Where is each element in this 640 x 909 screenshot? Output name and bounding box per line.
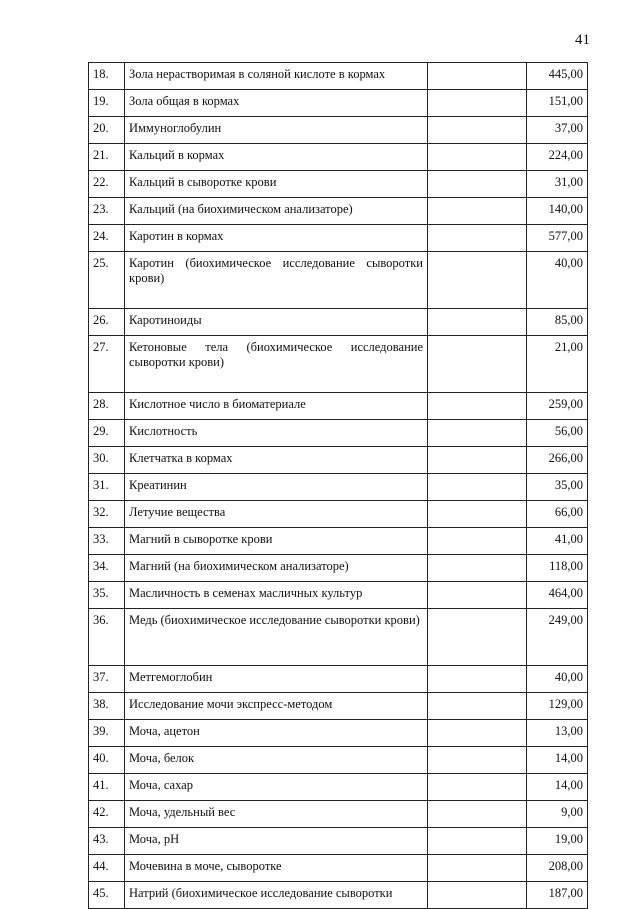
row-name: Метгемоглобин <box>125 666 428 693</box>
row-number: 26. <box>89 309 125 336</box>
row-number: 27. <box>89 336 125 393</box>
table-row <box>89 474 588 501</box>
table-row <box>89 528 588 555</box>
row-name: Каротин (биохимическое исследование сыворотки крови) <box>125 252 428 309</box>
row-empty-cell <box>428 117 527 144</box>
table-row <box>89 855 588 882</box>
row-number: 44. <box>89 855 125 882</box>
row-price: 41,00 <box>527 528 588 555</box>
row-empty-cell <box>428 828 527 855</box>
row-number: 24. <box>89 225 125 252</box>
row-empty-cell <box>428 609 527 666</box>
row-price: 208,00 <box>527 855 588 882</box>
row-empty-cell <box>428 720 527 747</box>
row-name: Каротиноиды <box>125 309 428 336</box>
row-name: Клетчатка в кормах <box>125 447 428 474</box>
table-row <box>89 801 588 828</box>
row-number: 36. <box>89 609 125 666</box>
row-number: 41. <box>89 774 125 801</box>
row-number: 18. <box>89 63 125 90</box>
row-number: 38. <box>89 693 125 720</box>
row-number: 34. <box>89 555 125 582</box>
table-row <box>89 393 588 420</box>
row-number: 39. <box>89 720 125 747</box>
row-empty-cell <box>428 198 527 225</box>
row-empty-cell <box>428 582 527 609</box>
row-name: Каротин в кормах <box>125 225 428 252</box>
table-row <box>89 198 588 225</box>
table-row <box>89 666 588 693</box>
row-number: 31. <box>89 474 125 501</box>
row-empty-cell <box>428 555 527 582</box>
row-number: 22. <box>89 171 125 198</box>
row-price: 187,00 <box>527 882 588 909</box>
row-number: 40. <box>89 747 125 774</box>
row-price: 464,00 <box>527 582 588 609</box>
row-number: 32. <box>89 501 125 528</box>
table-row <box>89 720 588 747</box>
row-name: Летучие вещества <box>125 501 428 528</box>
row-empty-cell <box>428 171 527 198</box>
table-row <box>89 582 588 609</box>
table-row <box>89 882 588 909</box>
row-number: 19. <box>89 90 125 117</box>
table-row <box>89 225 588 252</box>
table-row <box>89 117 588 144</box>
row-price: 140,00 <box>527 198 588 225</box>
row-empty-cell <box>428 309 527 336</box>
row-number: 20. <box>89 117 125 144</box>
row-empty-cell <box>428 252 527 309</box>
row-price: 19,00 <box>527 828 588 855</box>
row-name: Кетоновые тела (биохимическое исследование сыворотки крови) <box>125 336 428 393</box>
row-name: Зола общая в кормах <box>125 90 428 117</box>
page-number: 41 <box>575 32 590 48</box>
row-number: 28. <box>89 393 125 420</box>
row-empty-cell <box>428 747 527 774</box>
row-price: 40,00 <box>527 666 588 693</box>
table-row <box>89 63 588 90</box>
row-price: 14,00 <box>527 747 588 774</box>
table-row <box>89 747 588 774</box>
table-row <box>89 309 588 336</box>
row-price: 151,00 <box>527 90 588 117</box>
row-empty-cell <box>428 855 527 882</box>
table-row <box>89 609 588 666</box>
row-number: 45. <box>89 882 125 909</box>
row-name: Магний (на биохимическом анализаторе) <box>125 555 428 582</box>
row-empty-cell <box>428 528 527 555</box>
row-number: 30. <box>89 447 125 474</box>
row-empty-cell <box>428 63 527 90</box>
table-row <box>89 420 588 447</box>
row-empty-cell <box>428 774 527 801</box>
row-price: 40,00 <box>527 252 588 309</box>
row-name: Кислотное число в биоматериале <box>125 393 428 420</box>
row-number: 43. <box>89 828 125 855</box>
row-price: 35,00 <box>527 474 588 501</box>
row-name: Медь (биохимическое исследование сыворотки крови) <box>125 609 428 666</box>
row-price: 266,00 <box>527 447 588 474</box>
row-number: 21. <box>89 144 125 171</box>
price-table-body <box>89 63 588 909</box>
row-empty-cell <box>428 693 527 720</box>
row-empty-cell <box>428 666 527 693</box>
row-name: Моча, ацетон <box>125 720 428 747</box>
row-price: 577,00 <box>527 225 588 252</box>
table-row <box>89 171 588 198</box>
row-name: Магний в сыворотке крови <box>125 528 428 555</box>
row-number: 25. <box>89 252 125 309</box>
row-price: 14,00 <box>527 774 588 801</box>
row-empty-cell <box>428 336 527 393</box>
row-name: Масличность в семенах масличных культур <box>125 582 428 609</box>
row-number: 37. <box>89 666 125 693</box>
row-number: 29. <box>89 420 125 447</box>
row-name: Моча, сахар <box>125 774 428 801</box>
row-name: Исследование мочи экспресс-методом <box>125 693 428 720</box>
row-price: 21,00 <box>527 336 588 393</box>
row-price: 31,00 <box>527 171 588 198</box>
table-row <box>89 144 588 171</box>
row-name: Моча, белок <box>125 747 428 774</box>
row-name: Моча, pH <box>125 828 428 855</box>
row-price: 129,00 <box>527 693 588 720</box>
row-price: 259,00 <box>527 393 588 420</box>
row-name: Кислотность <box>125 420 428 447</box>
row-name: Креатинин <box>125 474 428 501</box>
row-price: 445,00 <box>527 63 588 90</box>
table-row <box>89 336 588 393</box>
table-row <box>89 693 588 720</box>
row-price: 85,00 <box>527 309 588 336</box>
row-empty-cell <box>428 801 527 828</box>
row-price: 37,00 <box>527 117 588 144</box>
row-price: 66,00 <box>527 501 588 528</box>
row-empty-cell <box>428 420 527 447</box>
row-price: 249,00 <box>527 609 588 666</box>
row-number: 35. <box>89 582 125 609</box>
row-name: Кальций (на биохимическом анализаторе) <box>125 198 428 225</box>
table-row <box>89 252 588 309</box>
table-row <box>89 90 588 117</box>
row-empty-cell <box>428 225 527 252</box>
row-empty-cell <box>428 144 527 171</box>
row-number: 33. <box>89 528 125 555</box>
row-name: Кальций в кормах <box>125 144 428 171</box>
table-row <box>89 501 588 528</box>
row-price: 224,00 <box>527 144 588 171</box>
row-price: 56,00 <box>527 420 588 447</box>
row-empty-cell <box>428 393 527 420</box>
row-empty-cell <box>428 882 527 909</box>
row-price: 13,00 <box>527 720 588 747</box>
row-name: Зола нерастворимая в соляной кислоте в кормах <box>125 63 428 90</box>
row-number: 42. <box>89 801 125 828</box>
row-number: 23. <box>89 198 125 225</box>
row-name: Иммуноглобулин <box>125 117 428 144</box>
row-empty-cell <box>428 90 527 117</box>
row-empty-cell <box>428 447 527 474</box>
row-name: Кальций в сыворотке крови <box>125 171 428 198</box>
row-name: Моча, удельный вес <box>125 801 428 828</box>
row-empty-cell <box>428 474 527 501</box>
row-price: 9,00 <box>527 801 588 828</box>
row-name: Натрий (биохимическое исследование сыворотки <box>125 882 428 909</box>
table-row <box>89 447 588 474</box>
table-row <box>89 828 588 855</box>
price-table <box>88 62 588 909</box>
table-row <box>89 555 588 582</box>
row-name: Мочевина в моче, сыворотке <box>125 855 428 882</box>
table-row <box>89 774 588 801</box>
row-empty-cell <box>428 501 527 528</box>
row-price: 118,00 <box>527 555 588 582</box>
